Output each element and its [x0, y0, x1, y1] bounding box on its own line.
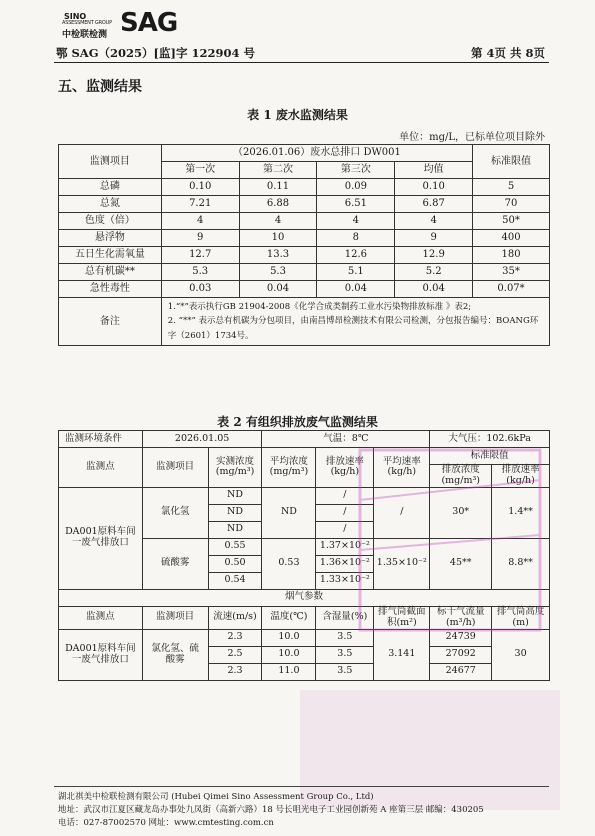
env-label: 监测环境条件: [59, 431, 143, 448]
f-point: 监测点: [59, 606, 143, 629]
cell: 3.5: [316, 663, 374, 680]
f-height: 排气筒高度(m): [492, 606, 550, 629]
h-item: 监测项目: [142, 448, 208, 488]
cell: /: [316, 521, 374, 538]
f-moist: 含湿量(%): [316, 606, 374, 629]
cell: 0.54: [208, 572, 262, 589]
row-item: 总磷: [59, 179, 162, 196]
cell: ND: [262, 487, 316, 538]
cell: 1.35×10⁻²: [374, 538, 430, 589]
footer-company: 湖北祺美中检联检测有限公司 (Hubei Qimei Sino Assessment Group Co., Ltd): [58, 792, 374, 802]
cell: 27092: [430, 646, 492, 663]
cell: 0.55: [208, 538, 262, 555]
exhaust-gas-results-table: [58, 430, 550, 681]
h2so4-item: 硫酸雾: [142, 538, 208, 589]
header-run: 第三次: [317, 162, 395, 179]
h-avgrate: 平均速率(kg/h): [374, 448, 430, 488]
monitoring-point: DA001原料车间一废气排放口: [59, 487, 143, 589]
cell: 3.5: [316, 629, 374, 646]
cell: 0.03: [161, 281, 239, 298]
page-number: 第 4页 共 8页: [470, 46, 545, 60]
cell: 0.09: [317, 179, 395, 196]
cell: 0.10: [395, 179, 473, 196]
note-label: 备注: [59, 298, 162, 346]
cell: 50*: [473, 213, 550, 230]
table-row: [59, 230, 550, 247]
footer-divider: [54, 786, 549, 787]
flue-items: 氯化氢、硫酸雾: [142, 629, 208, 680]
cell: 12.6: [317, 247, 395, 264]
cell: /: [374, 487, 430, 538]
cell: 13.3: [239, 247, 317, 264]
cell: 9: [395, 230, 473, 247]
table1-unit: 单位：mg/L，已标单位项目除外: [399, 132, 545, 143]
footer-contact: 电话：027-87002570 网址：www.cmtesting.com.cn: [58, 818, 274, 828]
row-item: 总有机碳**: [59, 264, 162, 281]
cell: 1.36×10⁻²: [316, 555, 374, 572]
f-std: 标干气流量(m³/h): [430, 606, 492, 629]
cell: 12.7: [161, 247, 239, 264]
cell: 2.3: [208, 663, 262, 680]
cell: 4: [395, 213, 473, 230]
h-conc: 实测浓度(mg/m³): [208, 448, 262, 488]
env-pressure: 大气压：102.6kPa: [430, 431, 550, 448]
cell: 5.2: [395, 264, 473, 281]
report-number: 鄂 SAG（2025）[监]字 122904 号: [56, 46, 255, 60]
cell: 1.33×10⁻²: [316, 572, 374, 589]
header-limit: 标准限值: [473, 145, 550, 179]
cell: 3.141: [374, 629, 430, 680]
row-item: 总氮: [59, 196, 162, 213]
cell: 10.0: [262, 646, 316, 663]
cell: 0.11: [239, 179, 317, 196]
cell: 24677: [430, 663, 492, 680]
cell: 0.10: [161, 179, 239, 196]
table-row: [59, 196, 550, 213]
row-item: 色度（倍）: [59, 213, 162, 230]
cell: 8.8**: [492, 538, 550, 589]
cell: 5.1: [317, 264, 395, 281]
cell: 30*: [430, 487, 492, 538]
table-row: [59, 179, 550, 196]
company-logo: SINO ASSESSMENT GROUP 中检联检测 SAG: [62, 8, 178, 40]
cell: 0.50: [208, 555, 262, 572]
h-limit: 标准限值: [430, 448, 550, 465]
header-run: 第二次: [239, 162, 317, 179]
f-area: 排气筒截面积(m²): [374, 606, 430, 629]
f-item: 监测项目: [142, 606, 208, 629]
cell: 9: [161, 230, 239, 247]
h-rate: 排放速率(kg/h): [316, 448, 374, 488]
header-divider: [54, 62, 549, 63]
f-temp: 温度(℃): [262, 606, 316, 629]
h-point: 监测点: [59, 448, 143, 488]
cell: ND: [208, 521, 262, 538]
cell: 30: [492, 629, 550, 680]
cell: 10: [239, 230, 317, 247]
table-row: [59, 264, 550, 281]
row-item: 急性毒性: [59, 281, 162, 298]
cell: /: [316, 504, 374, 521]
cell: 3.5: [316, 646, 374, 663]
header-run: 均值: [395, 162, 473, 179]
note-line: 2. “**” 表示总有机碳为分包项目，由南昌博昂检测技术有限公司检测，分包报告编号：BOANG环字（2601）1734号。: [167, 316, 539, 341]
cell: 35*: [473, 264, 550, 281]
cell: 2.5: [208, 646, 262, 663]
table-row: [59, 281, 550, 298]
cell: 0.07*: [473, 281, 550, 298]
cell: 4: [239, 213, 317, 230]
f-flow: 流速(m/s): [208, 606, 262, 629]
cell: 0.04: [317, 281, 395, 298]
cell: 6.87: [395, 196, 473, 213]
cell: ND: [208, 504, 262, 521]
cell: 5.3: [161, 264, 239, 281]
hcl-item: 氯化氢: [142, 487, 208, 538]
cell: 400: [473, 230, 550, 247]
cell: 0.04: [395, 281, 473, 298]
cell: 2.3: [208, 629, 262, 646]
cell: 7.21: [161, 196, 239, 213]
cell: 180: [473, 247, 550, 264]
cell: 1.37×10⁻²: [316, 538, 374, 555]
cell: 1.4**: [492, 487, 550, 538]
section-title: 五、监测结果: [58, 79, 142, 95]
cell: 8: [317, 230, 395, 247]
cell: 10.0: [262, 629, 316, 646]
cell: 11.0: [262, 663, 316, 680]
row-item: 悬浮物: [59, 230, 162, 247]
header-item: 监测项目: [59, 145, 162, 179]
cell: 70: [473, 196, 550, 213]
h-avg: 平均浓度(mg/m³): [262, 448, 316, 488]
note-line: 1.“*”表示执行GB 21904-2008《化学合成类制药工业水污染物排放标准 》表2;: [167, 302, 472, 312]
table1-title: 表 1 废水监测结果: [247, 108, 348, 122]
env-temp: 气温：8℃: [262, 431, 430, 448]
cell: 4: [161, 213, 239, 230]
cell: 6.51: [317, 196, 395, 213]
cell: /: [316, 487, 374, 504]
header-run: 第一次: [161, 162, 239, 179]
h-lim-rate: 排放速率(kg/h): [492, 465, 550, 488]
flue-params-title: 烟气参数: [59, 589, 550, 606]
cell: 4: [317, 213, 395, 230]
cell: 24739: [430, 629, 492, 646]
header-group: （2026.01.06）废水总排口 DW001: [161, 145, 472, 162]
cell: 0.04: [239, 281, 317, 298]
cell: 6.88: [239, 196, 317, 213]
row-item: 五日生化需氧量: [59, 247, 162, 264]
h-lim-conc: 排放浓度(mg/m³): [430, 465, 492, 488]
cell: ND: [208, 487, 262, 504]
cell: 12.9: [395, 247, 473, 264]
table1-body: [59, 179, 550, 298]
cell: 45**: [430, 538, 492, 589]
cell: 0.53: [262, 538, 316, 589]
cell: 5.3: [239, 264, 317, 281]
table-row: [59, 213, 550, 230]
table2-title: 表 2 有组织排放废气监测结果: [217, 415, 378, 429]
table-row: [59, 247, 550, 264]
wastewater-results-table: [58, 144, 550, 346]
cell: 5: [473, 179, 550, 196]
footer-address: 地址：武汉市江夏区藏龙岛办事处九凤街（高新六路）18 号长咀光电子工业园创新苑 A 座第三层 邮编：430205: [58, 805, 484, 815]
monitoring-point: DA001原料车间一废气排放口: [59, 629, 143, 680]
note-content: [161, 298, 549, 346]
env-date: 2026.01.05: [142, 431, 262, 448]
